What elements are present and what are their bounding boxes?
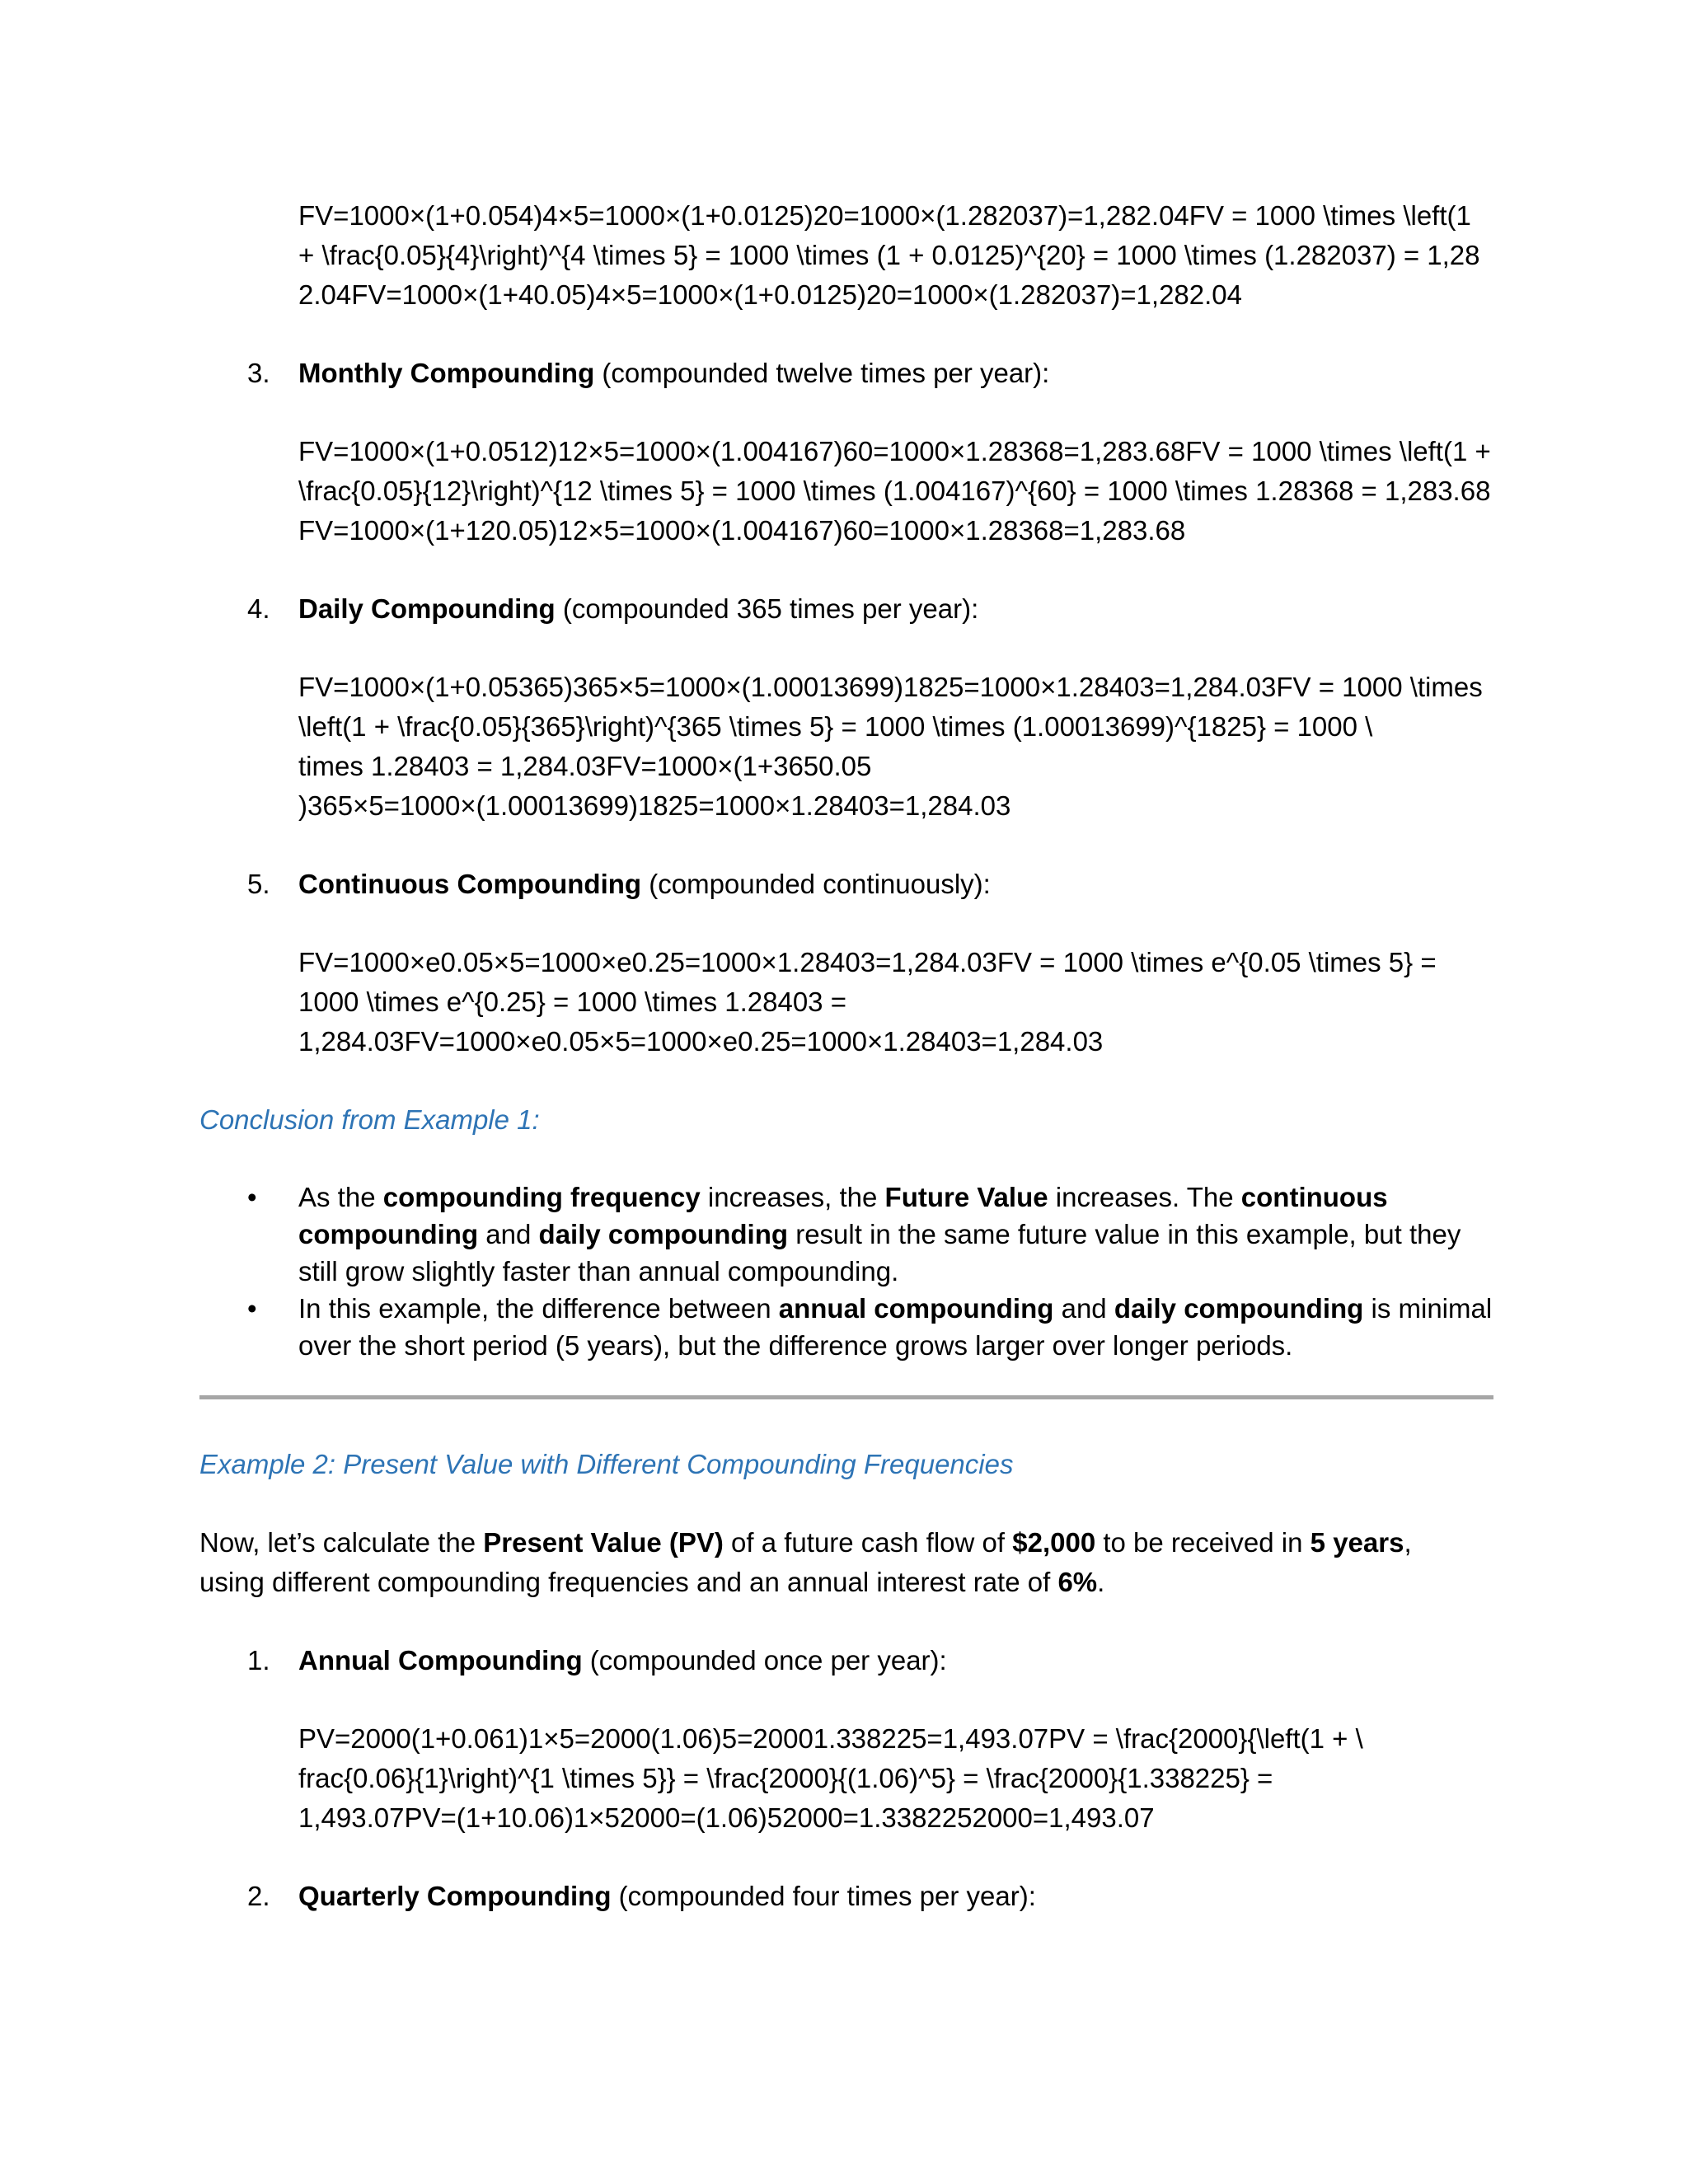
item-description: (compounded twelve times per year): (594, 358, 1050, 388)
list-item-pv-quarterly-compounding (247, 1877, 1493, 1916)
item-title: Quarterly Compounding (298, 1881, 612, 1911)
bullet-icon: • (247, 1293, 257, 1324)
list-number: 4. (247, 593, 270, 624)
item-description: (compounded once per year): (582, 1645, 947, 1675)
conclusion-bullet-list (247, 1179, 1493, 1364)
item-description: (compounded 365 times per year): (555, 593, 979, 624)
item-title: Continuous Compounding (298, 869, 642, 899)
list-item-monthly-compounding (247, 354, 1493, 393)
list-number: 3. (247, 358, 270, 388)
text: of a future cash flow of (723, 1527, 1013, 1558)
text: increases. The (1048, 1182, 1241, 1212)
item-title: Daily Compounding (298, 593, 556, 624)
list-number: 2. (247, 1881, 270, 1911)
list-item-pv-annual-compounding (247, 1641, 1493, 1680)
fv-monthly-formula: FV=1000×(1+0.0512)12×5=1000×(1.004167)60=1000×1.28368=1,283.68FV = 1000 \times \left(1 + \frac{0.05}{12}\right)^{12 \times 5} = 1000 \times (1.004167)^{60} = 1000 \times 1.28368 = 1,283.68FV=1000×(1+120.05)12×5=1000×(1.004167)60=1000×1.28368=1,283.68 (298, 436, 1491, 546)
text: , (1404, 1527, 1412, 1558)
fv-continuous-formula (298, 943, 1493, 1062)
formula-line: PV=2000(1+0.061)1×5=2000(1.06)5=20001.338225=1,493.07PV = \frac{2000}{\left(1 + \ (298, 1723, 1363, 1754)
text: to be received in (1095, 1527, 1311, 1558)
formula-line: \left(1 + \frac{0.05}{365}\right)^{365 \times 5} = 1000 \times (1.00013699)^{1825} = 1000 \ (298, 711, 1373, 742)
text: Now, let’s calculate the (199, 1527, 484, 1558)
bold-text: Present Value (PV) (483, 1527, 724, 1558)
text: In this example, the difference between (298, 1293, 779, 1324)
bold-text: $2,000 (1012, 1527, 1096, 1558)
bold-text: daily compounding (1114, 1293, 1364, 1324)
formula-line: 1,493.07PV=(1+10.06)1×52000=(1.06)52000=1.3382252000=1,493.07 (298, 1802, 1155, 1833)
bold-text: 6% (1057, 1567, 1098, 1597)
bullet-icon: • (247, 1182, 257, 1212)
item-title: Monthly Compounding (298, 358, 595, 388)
list-item-continuous-compounding (247, 865, 1493, 904)
formula-line: frac{0.06}{1}\right)^{1 \times 5}} = \frac{2000}{(1.06)^5} = \frac{2000}{1.338225} = (298, 1763, 1273, 1793)
text: As the (298, 1182, 383, 1212)
text: and (478, 1219, 539, 1249)
formula-line: FV=1000×(1+0.05365)365×5=1000×(1.00013699)1825=1000×1.28403=1,284.03FV = 1000 \times (298, 672, 1483, 702)
conclusion-heading: Conclusion from Example 1: (199, 1104, 540, 1135)
item-title: Annual Compounding (298, 1645, 583, 1675)
text: result in the same future value in this example, but they still grow slightly faster than annual compounding. (298, 1219, 1461, 1286)
bold-text: 5 years (1310, 1527, 1404, 1558)
list-number: 1. (247, 1645, 270, 1675)
bold-text: Future Value (884, 1182, 1048, 1212)
pv-annual-formula (298, 1719, 1493, 1838)
list-item (247, 1290, 1493, 1364)
text: using different compounding frequencies and an annual interest rate of (199, 1567, 1058, 1597)
bold-text: continuous compounding (298, 1182, 1388, 1249)
formula-line: times 1.28403 = 1,284.03FV=1000×(1+3650.05 (298, 751, 872, 781)
formula-line: 1,284.03FV=1000×e0.05×5=1000×e0.25=1000×1.28403=1,284.03 (298, 1026, 1104, 1057)
example2-heading: Example 2: Present Value with Different Compounding Frequencies (199, 1449, 1014, 1479)
text: increases, the (700, 1182, 885, 1212)
list-number: 5. (247, 869, 270, 899)
fv-quarterly-formula: FV=1000×(1+0.054)4×5=1000×(1+0.0125)20=1000×(1.282037)=1,282.04FV = 1000 \times \left(1 + \frac{0.05}{4}\right)^{4 \times 5} = 1000 \times (1 + 0.0125)^{20} = 1000 \times (1.282037) = 1,282.04FV=1000×(1+40.05)4×5=1000×(1+0.0125)20=1000×(1.282037)=1,282.04 (298, 200, 1480, 310)
bold-text: daily compounding (538, 1219, 789, 1249)
example2-intro-paragraph (199, 1523, 1493, 1602)
fv-daily-formula (298, 668, 1493, 826)
text: . (1097, 1567, 1105, 1597)
formula-line: )365×5=1000×(1.00013699)1825=1000×1.28403=1,284.03 (298, 790, 1011, 821)
text: and (1053, 1293, 1114, 1324)
list-item-daily-compounding (247, 589, 1493, 629)
formula-line: FV=1000×e0.05×5=1000×e0.25=1000×1.28403=1,284.03FV = 1000 \times e^{0.05 \times 5} = (298, 947, 1437, 977)
bold-text: annual compounding (778, 1293, 1054, 1324)
text: is minimal over the short period (5 years), but the difference grows larger over longer periods. (298, 1293, 1493, 1361)
item-description: (compounded continuously): (641, 869, 991, 899)
list-item (247, 1179, 1493, 1290)
bold-text: compounding frequency (382, 1182, 701, 1212)
formula-line: 1000 \times e^{0.25} = 1000 \times 1.28403 = (298, 987, 846, 1017)
document-content (199, 196, 1493, 1916)
item-description: (compounded four times per year): (611, 1881, 1036, 1911)
